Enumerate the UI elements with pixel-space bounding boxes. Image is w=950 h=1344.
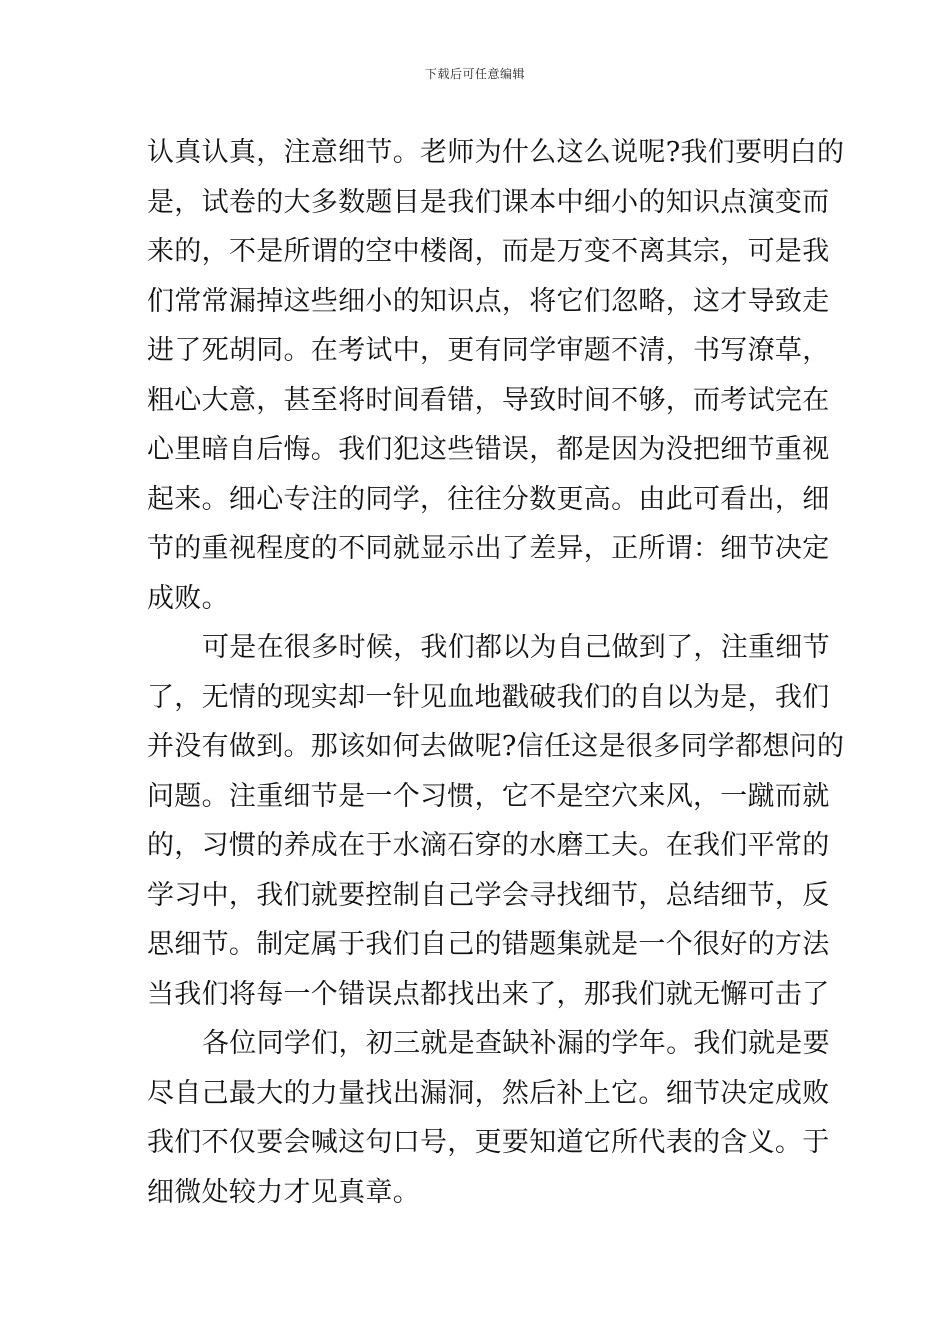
text-line: 我们不仅要会喊这句口号，更要知道它所代表的含义。于 (147, 1127, 830, 1158)
text-line: 并没有做到。那该如何去做呢?信任这是很多同学都想问的 (147, 731, 845, 762)
text-line: 问题。注重细节是一个习惯，它不是空穴来风，一蹴而就 (147, 780, 830, 812)
text-line: 成败。 (147, 582, 229, 614)
text-line: 心里暗自后悔。我们犯这些错误，都是因为没把细节重视 (147, 434, 830, 465)
text-line: 粗心大意，甚至将时间看错，导致时间不够，而考试完在 (147, 384, 830, 416)
text-line: 了，无情的现实却一针见血地戳破我们的自以为是，我们 (147, 681, 830, 713)
text-line: 尽自己最大的力量找出漏洞，然后补上它。细节决定成败 (147, 1077, 830, 1109)
document-body (147, 128, 845, 1217)
text-line: 是，试卷的大多数题目是我们课本中细小的知识点演变而 (147, 186, 830, 218)
paragraph-first-line: 可是在很多时候，我们都以为自己做到了，注重细节 (202, 632, 830, 663)
text-line: 细微处较力才见真章。 (147, 1176, 420, 1208)
text-line: 的，习惯的养成在于水滴石穿的水磨工夫。在我们平常的 (147, 830, 830, 861)
page-header: 下载后可任意编辑 (424, 67, 525, 81)
text-line: 思细节。制定属于我们自己的错题集就是一个很好的方法 (147, 929, 830, 960)
text-line: 节的重视程度的不同就显示出了差异，正所谓：细节决定 (147, 533, 830, 564)
text-line: 当我们将每一个错误点都找出来了，那我们就无懈可击了 (147, 978, 830, 1010)
text-line: 们常常漏掉这些细小的知识点，将它们忽略，这才导致走 (147, 285, 830, 317)
text-line: 认真认真，注意细节。老师为什么这么说呢?我们要明白的 (147, 137, 845, 168)
text-line: 学习中，我们就要控制自己学会寻找细节，总结细节，反 (147, 879, 830, 911)
text-line: 进了死胡同。在考试中，更有同学审题不清，书写潦草， (147, 335, 830, 366)
paragraph-first-line: 各位同学们，初三就是查缺补漏的学年。我们就是要 (202, 1028, 830, 1059)
text-line: 来的，不是所谓的空中楼阁，而是万变不离其宗，可是我 (147, 236, 830, 267)
text-line: 起来。细心专注的同学，往往分数更高。由此可看出，细 (147, 483, 830, 515)
